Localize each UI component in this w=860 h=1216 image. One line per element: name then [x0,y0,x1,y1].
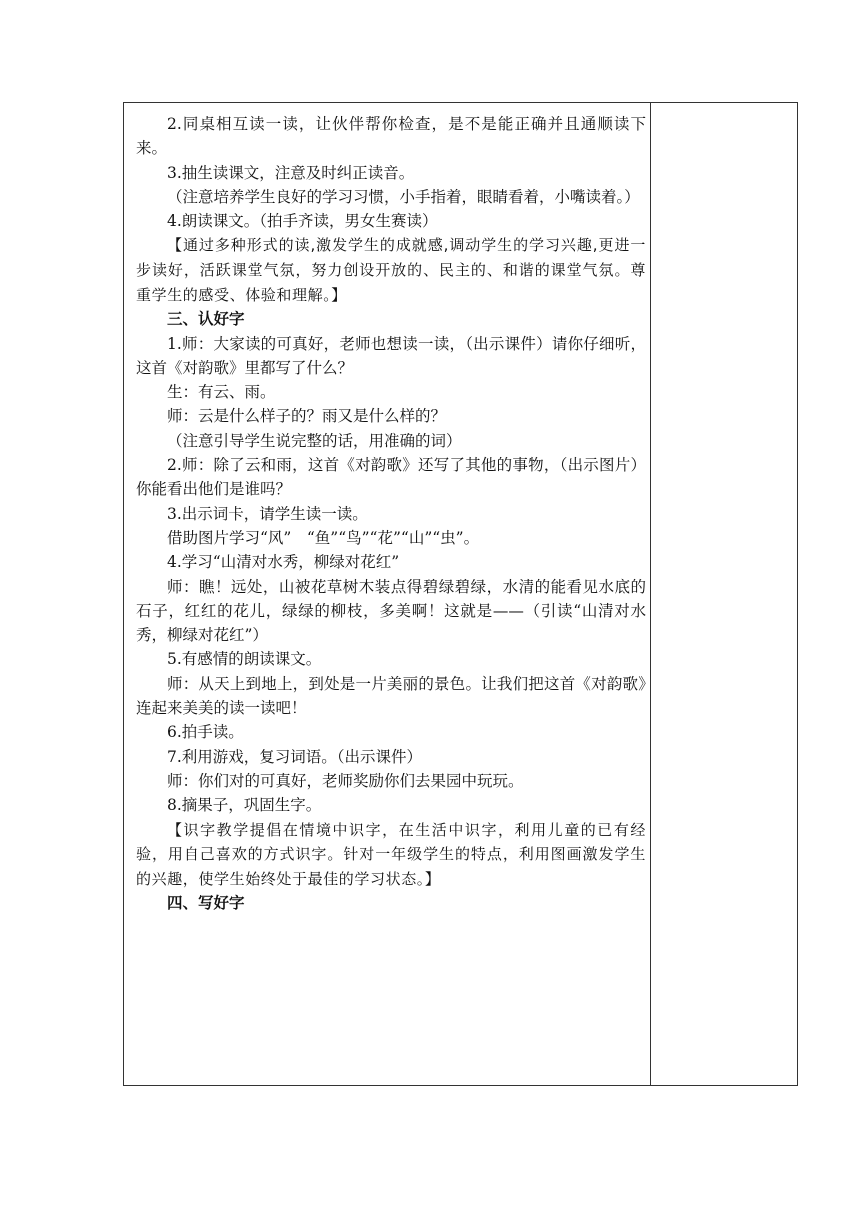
body-paragraph: （注意培养学生良好的学习习惯，小手指着，眼睛看着，小嘴读着。） [167,187,640,206]
notes-cell [651,103,797,1085]
body-paragraph: 3.出示词卡，请学生读一读。 [167,504,368,523]
lesson-content-cell [136,112,646,916]
annotation-paragraph: 【识字教学提倡在情境中识字，在生活中识字，利用儿童的已有经验，用自己喜欢的方式识字。针对一年级学生的特点，利用图画激发学生的兴趣，使学生始终处于最佳的学习状态。】 [136,820,646,888]
body-paragraph: 借助图片学习“风” “鱼”“鸟”“花”“山”“虫”。 [167,528,480,547]
body-paragraph: 1.师：大家读的可真好，老师也想读一读，（出示课件）请你仔细听，这首《对韵歌》里都写了什么？ [136,334,646,377]
body-paragraph: 8.摘果子，巩固生字。 [167,796,322,815]
body-paragraph: （注意引导学生说完整的话，用准确的词） [167,431,462,450]
body-paragraph: 2.同桌相互读一读，让伙伴帮你检查，是不是能正确并且通顺读下来。 [136,115,646,158]
body-paragraph: 师：你们对的可真好，老师奖励你们去果园中玩玩。 [167,771,524,790]
section-heading: 四、写好字 [167,893,245,913]
body-paragraph: 4.学习“山清对水秀，柳绿对花红” [167,553,400,572]
body-paragraph: 7.利用游戏，复习词语。（出示课件） [167,747,423,766]
body-paragraph: 师：从天上到地上，到处是一片美丽的景色。让我们把这首《对韵歌》连起来美美的读一读吧！ [136,674,646,718]
section-heading: 三、认好字 [167,309,245,329]
body-paragraph: 4.朗读课文。（拍手齐读，男女生赛读） [167,212,438,231]
body-paragraph: 2.师：除了云和雨，这首《对韵歌》还写了其他的事物，（出示图片）你能看出他们是谁吗？ [136,456,646,499]
body-paragraph: 生：有云、雨。 [167,383,276,402]
lesson-table [123,102,798,1086]
body-paragraph: 6.拍手读。 [167,723,244,742]
body-paragraph: 师：瞧！远处，山被花草树木装点得碧绿碧绿，水清的能看见水底的石子，红红的花儿，绿绿的柳枝，多美啊！这就是——（引读“山清对水秀，柳绿对花红”） [136,577,646,645]
body-paragraph: 师：云是什么样子的？雨又是什么样的？ [167,407,447,426]
body-paragraph: 3.抽生读课文，注意及时纠正读音。 [167,163,415,182]
annotation-paragraph: 【通过多种形式的读,激发学生的成就感,调动学生的学习兴趣,更进一步读好，活跃课堂气氛，努力创设开放的、民主的、和谐的课堂气氛。尊重学生的感受、体验和理解。】 [136,236,646,304]
body-paragraph: 5.有感情的朗读课文。 [167,650,322,669]
